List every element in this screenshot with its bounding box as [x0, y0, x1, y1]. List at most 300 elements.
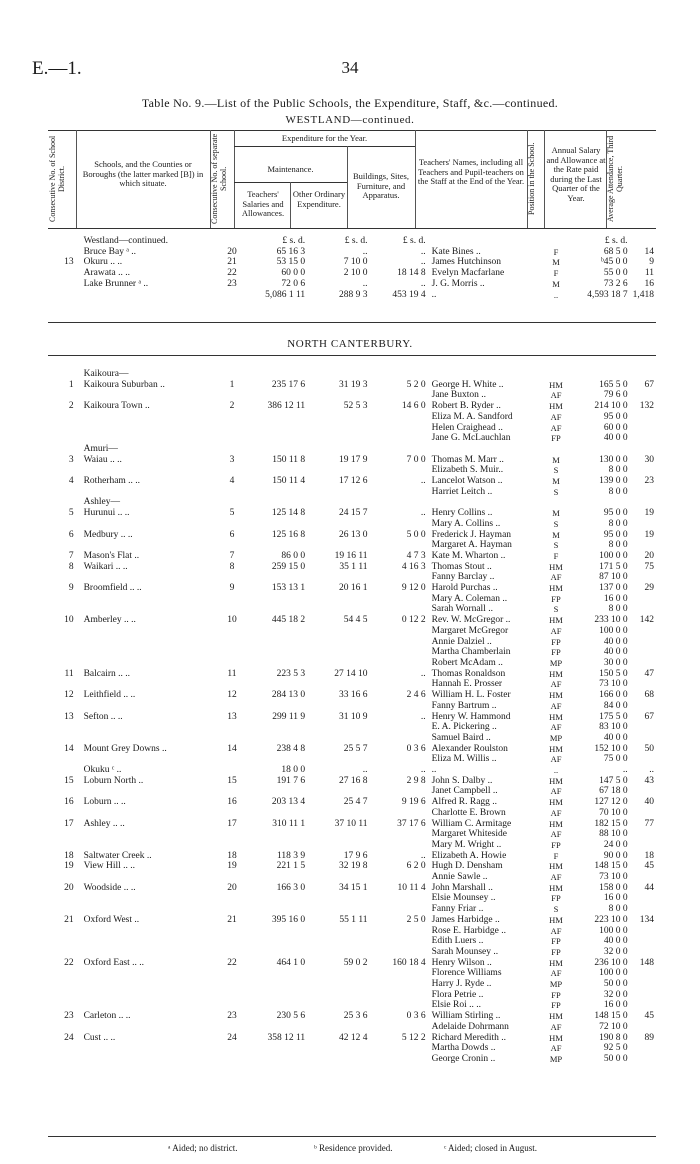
buildings-cell [370, 722, 428, 733]
teacher-name-cell: Thomas Stout .. [431, 561, 492, 572]
buildings-cell: 6 2 0 [406, 861, 426, 872]
teacher-name-cell: Alexander Roulston [431, 743, 508, 754]
school-no-cell: 18 [227, 850, 237, 861]
school-no-cell [219, 893, 244, 904]
other-expenditure-cell [308, 754, 370, 765]
position-cell: MP [549, 1054, 563, 1064]
teacher-name-cell: Eliza M. Willis .. [431, 754, 497, 765]
annual-salary-cell: 70 10 0 [599, 807, 628, 818]
rule [48, 1136, 656, 1137]
school-no-cell [219, 765, 244, 776]
school-no-cell [219, 423, 244, 434]
school-name-cell: Bruce Bay ᵃ .. [83, 246, 137, 257]
position-cell: FP [551, 893, 561, 904]
school-no-cell [219, 786, 244, 797]
district-no-cell: 9 [68, 583, 74, 594]
buildings-cell [370, 369, 428, 380]
buildings-cell [370, 626, 428, 637]
attendance-cell: 18 [644, 850, 654, 861]
other-expenditure-cell [308, 626, 370, 637]
school-no-cell: 10 [227, 615, 237, 626]
district-no-cell: 5 [68, 508, 74, 519]
position-cell: AF [550, 625, 562, 636]
position-cell: HM [549, 743, 563, 754]
buildings-cell [370, 947, 428, 958]
table-row [48, 744, 656, 755]
other-expenditure-cell [308, 487, 370, 498]
table-row [48, 444, 656, 455]
district-no-cell: 13 [64, 711, 74, 722]
annual-salary-cell: 32 0 0 [603, 989, 628, 1000]
salaries-cell [245, 626, 308, 637]
school-name-cell [78, 926, 220, 937]
footnote-a: ᵃ Aided; no district. [168, 1143, 238, 1153]
annual-salary-cell: 73 10 0 [599, 872, 628, 883]
district-no-cell [48, 990, 78, 1001]
attendance-cell [631, 572, 656, 583]
teacher-name-cell: Jane G. McLauchlan [431, 433, 511, 444]
position-cell: M [552, 257, 560, 268]
attendance-cell: 47 [644, 668, 654, 679]
annual-salary-cell: 8 0 0 [608, 904, 628, 915]
table-row [48, 594, 656, 605]
other-expenditure-cell: 25 5 7 [343, 743, 368, 754]
buildings-cell [370, 968, 428, 979]
salaries-cell [245, 540, 308, 551]
position-cell [547, 497, 565, 508]
school-name-cell [78, 722, 220, 733]
other-expenditure-cell: 20 16 1 [338, 583, 368, 594]
school-name-cell: Waiau .. .. [83, 454, 122, 465]
salaries-cell [245, 519, 308, 530]
salaries-cell [245, 1043, 308, 1054]
annual-salary-cell: .. [622, 765, 628, 776]
other-expenditure-cell: 25 4 7 [343, 797, 368, 808]
teacher-name-cell: Henry Collins .. [431, 508, 493, 519]
attendance-cell [631, 465, 656, 476]
school-name-cell [78, 290, 220, 301]
annual-salary-cell: 150 5 0 [599, 668, 628, 679]
buildings-cell [370, 412, 428, 423]
teacher-name-cell: Fanny Friar .. [431, 904, 484, 915]
teacher-name-cell: Rev. W. McGregor .. [431, 615, 511, 626]
district-no-cell [48, 423, 78, 434]
salaries-cell [245, 893, 308, 904]
position-cell: M [552, 529, 560, 540]
school-no-cell [219, 637, 244, 648]
teacher-name-cell: Eliza M. A. Sandford [431, 411, 513, 422]
position-cell: HM [549, 882, 563, 893]
annual-salary-cell: 158 0 0 [599, 882, 628, 893]
school-no-cell [219, 936, 244, 947]
table-row [48, 669, 656, 680]
rule [48, 355, 656, 356]
annual-salary-cell: 127 12 0 [594, 797, 628, 808]
annual-salary-cell: 8 0 0 [608, 518, 628, 529]
buildings-cell [370, 754, 428, 765]
salaries-cell: 230 5 6 [276, 1011, 306, 1022]
position-cell: M [552, 454, 560, 465]
teacher-name-cell: William H. L. Foster [431, 690, 511, 701]
district-no-cell [48, 594, 78, 605]
district-no-cell [48, 604, 78, 615]
other-expenditure-cell: 42 12 4 [338, 1032, 368, 1043]
teacher-name-cell: Flora Petrie .. [431, 989, 484, 1000]
other-expenditure-cell [308, 637, 370, 648]
teacher-name-cell: George H. White .. [431, 379, 504, 390]
annual-salary-cell [565, 497, 631, 508]
buildings-cell: 0 3 6 [406, 743, 426, 754]
annual-salary-cell: 40 0 0 [603, 732, 628, 743]
attendance-cell: .. [649, 765, 654, 776]
district-no-cell [48, 968, 78, 979]
other-expenditure-cell [308, 936, 370, 947]
position-cell [547, 236, 565, 247]
other-expenditure-cell: 19 17 9 [338, 454, 368, 465]
table-row [48, 455, 656, 466]
teacher-name-cell: Harriet Leitch .. [431, 486, 493, 497]
table-row [48, 551, 656, 562]
attendance-cell [631, 626, 656, 637]
district-no-cell [48, 412, 78, 423]
attendance-cell: 68 [644, 690, 654, 701]
school-no-cell [219, 594, 244, 605]
attendance-cell [631, 444, 656, 455]
teacher-name-cell: Elsie Mounsey .. [431, 893, 496, 904]
annual-salary-cell: 30 0 0 [603, 657, 628, 668]
teacher-name-cell: Janet Campbell .. [431, 786, 498, 797]
table-row [48, 1054, 656, 1065]
other-expenditure-cell [308, 433, 370, 444]
district-no-cell: 16 [64, 797, 74, 808]
salaries-cell [245, 369, 308, 380]
other-expenditure-cell [308, 990, 370, 1001]
school-no-cell [219, 679, 244, 690]
position-cell: HM [549, 775, 563, 786]
teacher-name-cell: Samuel Baird .. [431, 732, 491, 743]
other-expenditure-cell [308, 604, 370, 615]
other-expenditure-cell: 7 10 0 [343, 257, 368, 268]
school-name-cell: Loburn .. .. [83, 797, 126, 808]
school-name-cell: Okuku ᶜ .. [83, 765, 122, 776]
district-no-cell [48, 936, 78, 947]
teacher-name-cell: Adelaide Dohrmann [431, 1021, 509, 1032]
salaries-cell: 235 17 6 [271, 379, 306, 390]
attendance-cell: 44 [644, 882, 654, 893]
school-no-cell [219, 658, 244, 669]
school-name-cell: Kaikoura— [83, 369, 129, 379]
salaries-cell [245, 637, 308, 648]
school-name-cell: Amberley .. .. [83, 615, 136, 626]
attendance-cell [631, 390, 656, 401]
buildings-cell [370, 733, 428, 744]
position-cell: MP [549, 732, 563, 743]
position-cell: AF [550, 807, 562, 818]
buildings-cell [370, 990, 428, 1001]
school-no-cell [219, 369, 244, 380]
table-row [48, 936, 656, 947]
teacher-name-cell [429, 236, 547, 247]
buildings-cell [370, 594, 428, 605]
salaries-cell [245, 786, 308, 797]
district-no-cell [48, 572, 78, 583]
school-name-cell [78, 465, 220, 476]
school-name-cell: Westland—continued. [83, 236, 169, 246]
table-row [48, 508, 656, 519]
district-no-cell [48, 733, 78, 744]
table-row [48, 979, 656, 990]
table-row [48, 990, 656, 1001]
other-expenditure-cell: 25 3 6 [343, 1011, 368, 1022]
district-no-cell [48, 433, 78, 444]
district-no-cell: 14 [64, 743, 74, 754]
buildings-cell: .. [420, 711, 426, 722]
table-row [48, 1011, 656, 1022]
annual-salary-cell: 95 0 0 [603, 508, 628, 519]
attendance-cell: 134 [639, 914, 654, 925]
other-expenditure-cell: 26 13 0 [338, 529, 368, 540]
teacher-name-cell: Annie Dalziel .. [431, 636, 492, 647]
annual-salary-cell: 16 0 0 [603, 1000, 628, 1011]
salaries-cell [245, 936, 308, 947]
position-cell: M [552, 476, 560, 487]
buildings-cell: 7 0 0 [406, 454, 426, 465]
school-no-cell [219, 465, 244, 476]
salaries-cell: £ s. d. [282, 236, 306, 246]
school-no-cell: 13 [227, 711, 237, 722]
salaries-cell [245, 722, 308, 733]
buildings-cell: 5 2 0 [406, 379, 426, 390]
document-code: E.—1. [32, 58, 82, 79]
col-buildings-header: Buildings, Sites, Furniture, and Apparatus. [353, 171, 409, 200]
teacher-name-cell: Fanny Barclay .. [431, 572, 495, 583]
footnote-b: ᵇ Residence provided. [314, 1143, 393, 1153]
attendance-cell: 23 [644, 476, 654, 487]
other-expenditure-cell [308, 519, 370, 530]
position-cell: AF [550, 872, 562, 883]
col-maintenance-header: Maintenance. [267, 164, 314, 174]
position-cell: FP [551, 989, 561, 1000]
teacher-name-cell: Sarah Wornall .. [431, 604, 493, 615]
annual-salary-cell: 95 0 0 [603, 411, 628, 422]
annual-salary-cell: 100 0 0 [599, 968, 628, 979]
other-expenditure-cell: .. [362, 246, 368, 257]
position-cell: FP [551, 636, 561, 647]
other-expenditure-cell [308, 979, 370, 990]
salaries-cell: 53 15 0 [276, 257, 306, 268]
salaries-cell [245, 701, 308, 712]
school-no-cell: 7 [229, 550, 235, 561]
teacher-name-cell: Martha Dowds .. [431, 1043, 496, 1054]
buildings-cell: 4 16 3 [401, 561, 426, 572]
other-expenditure-cell [308, 540, 370, 551]
buildings-cell [370, 540, 428, 551]
teacher-name-cell: William C. Armitage [431, 818, 512, 829]
annual-salary-cell: 130 0 0 [599, 454, 628, 465]
salaries-cell [245, 572, 308, 583]
attendance-cell [631, 1022, 656, 1033]
district-no-cell [48, 647, 78, 658]
table-row [48, 487, 656, 498]
other-expenditure-cell [308, 679, 370, 690]
other-expenditure-cell [308, 829, 370, 840]
position-cell: AF [550, 925, 562, 936]
school-name-cell [78, 658, 220, 669]
other-expenditure-cell [308, 947, 370, 958]
other-expenditure-cell: 52 5 3 [343, 401, 368, 412]
annual-salary-cell: 40 0 0 [603, 936, 628, 947]
annual-salary-cell: 90 0 0 [603, 850, 628, 861]
annual-salary-cell: 50 0 0 [603, 979, 628, 990]
district-no-cell [48, 369, 78, 380]
position-cell: F [553, 268, 559, 279]
buildings-cell: 37 17 6 [397, 818, 426, 829]
buildings-cell: .. [420, 476, 426, 487]
position-cell: M [552, 278, 560, 289]
school-no-cell [219, 968, 244, 979]
other-expenditure-cell: .. [362, 278, 368, 289]
buildings-cell [370, 1043, 428, 1054]
other-expenditure-cell: 27 16 8 [338, 775, 368, 786]
district-no-cell: 12 [64, 690, 74, 701]
attendance-cell: 77 [644, 818, 654, 829]
annual-salary-cell: 223 10 0 [594, 914, 628, 925]
position-cell: FP [551, 433, 561, 444]
col-attendance-header: Average Attendance, Third Quarter. [606, 135, 624, 223]
table-row [48, 872, 656, 883]
position-cell: AF [550, 411, 562, 422]
table-row [48, 861, 656, 872]
teacher-name-cell: Edith Luers .. [431, 936, 484, 947]
table-row [48, 690, 656, 701]
salaries-cell: 445 18 2 [271, 615, 306, 626]
attendance-cell [631, 658, 656, 669]
buildings-cell [370, 679, 428, 690]
position-cell: S [553, 604, 559, 615]
attendance-cell: 142 [639, 615, 654, 626]
teacher-name-cell [429, 444, 547, 455]
teacher-name-cell: Robert McAdam .. [431, 657, 503, 668]
school-no-cell [219, 701, 244, 712]
district-no-cell: 17 [64, 818, 74, 829]
annual-salary-cell: 75 0 0 [603, 754, 628, 765]
annual-salary-cell: 40 0 0 [603, 433, 628, 444]
buildings-cell [370, 465, 428, 476]
school-no-cell [219, 1000, 244, 1011]
position-cell: FP [551, 936, 561, 947]
attendance-cell [631, 1043, 656, 1054]
position-cell: AF [550, 1043, 562, 1054]
position-cell: F [553, 850, 559, 861]
district-no-cell: 7 [68, 550, 74, 561]
other-expenditure-cell: 35 1 11 [339, 561, 368, 572]
teacher-name-cell: James Hutchinson [431, 257, 502, 268]
teacher-name-cell: Kate M. Wharton .. [431, 550, 506, 561]
position-cell: HM [549, 861, 563, 872]
school-name-cell: Okuru .. .. [83, 257, 123, 268]
salaries-cell [245, 829, 308, 840]
buildings-cell [370, 497, 428, 508]
salaries-cell: 153 13 1 [271, 583, 306, 594]
position-cell: AF [550, 786, 562, 797]
teacher-name-cell: Hugh D. Densham [431, 861, 503, 872]
position-cell: F [553, 550, 559, 561]
table-row [48, 572, 656, 583]
school-no-cell: 22 [227, 268, 237, 279]
other-expenditure-cell: £ s. d. [344, 236, 368, 246]
position-cell: HM [549, 914, 563, 925]
school-name-cell: Oxford West .. [83, 914, 140, 925]
position-cell: S [553, 465, 559, 476]
school-no-cell [219, 604, 244, 615]
position-cell: AF [550, 722, 562, 733]
teacher-name-cell: Jane Buxton .. [431, 390, 486, 401]
table-row [48, 290, 656, 301]
school-name-cell [78, 423, 220, 434]
salaries-cell [245, 423, 308, 434]
attendance-cell [631, 926, 656, 937]
school-no-cell: 16 [227, 797, 237, 808]
table-row [48, 947, 656, 958]
attendance-cell [631, 701, 656, 712]
district-no-cell [48, 1054, 78, 1065]
position-cell: FP [551, 1000, 561, 1011]
table-row [48, 476, 656, 487]
district-no-cell [48, 444, 78, 455]
position-cell: AF [550, 422, 562, 433]
salaries-cell [245, 647, 308, 658]
table-row [48, 658, 656, 669]
district-no-cell: 24 [64, 1032, 74, 1043]
salaries-cell [245, 990, 308, 1001]
school-name-cell [78, 754, 220, 765]
school-no-cell [219, 829, 244, 840]
teacher-name-cell: Hannah E. Prosser [431, 679, 503, 690]
teacher-name-cell [429, 497, 547, 508]
position-cell: AF [550, 679, 562, 690]
other-expenditure-cell: 59 0 2 [343, 957, 368, 968]
salaries-cell [245, 444, 308, 455]
salaries-cell: 203 13 4 [271, 797, 306, 808]
attendance-cell [631, 519, 656, 530]
table-row [48, 754, 656, 765]
attendance-cell [631, 412, 656, 423]
salaries-cell: 118 3 9 [276, 850, 306, 861]
salaries-cell [245, 808, 308, 819]
position-cell: HM [549, 583, 563, 594]
rule [48, 322, 656, 323]
salaries-cell [245, 733, 308, 744]
other-expenditure-cell [308, 444, 370, 455]
buildings-cell: 2 4 6 [406, 690, 426, 701]
buildings-cell [370, 786, 428, 797]
table-row [48, 904, 656, 915]
col-schools-header: Schools, and the Counties or Boroughs (the latter marked [B]) in which situate. [82, 159, 204, 188]
position-cell: FP [551, 946, 561, 957]
attendance-cell: 89 [644, 1032, 654, 1043]
buildings-cell: .. [420, 257, 426, 268]
attendance-cell: 50 [644, 743, 654, 754]
teacher-name-cell: Evelyn Macfarlane [431, 268, 505, 279]
attendance-cell [631, 433, 656, 444]
teacher-name-cell: Fanny Bartrum .. [431, 700, 497, 711]
other-expenditure-cell [308, 369, 370, 380]
other-expenditure-cell [308, 701, 370, 712]
district-no-cell [48, 754, 78, 765]
annual-salary-cell: 73 2 6 [603, 278, 628, 289]
school-no-cell [219, 444, 244, 455]
other-expenditure-cell: 19 16 11 [334, 550, 368, 561]
